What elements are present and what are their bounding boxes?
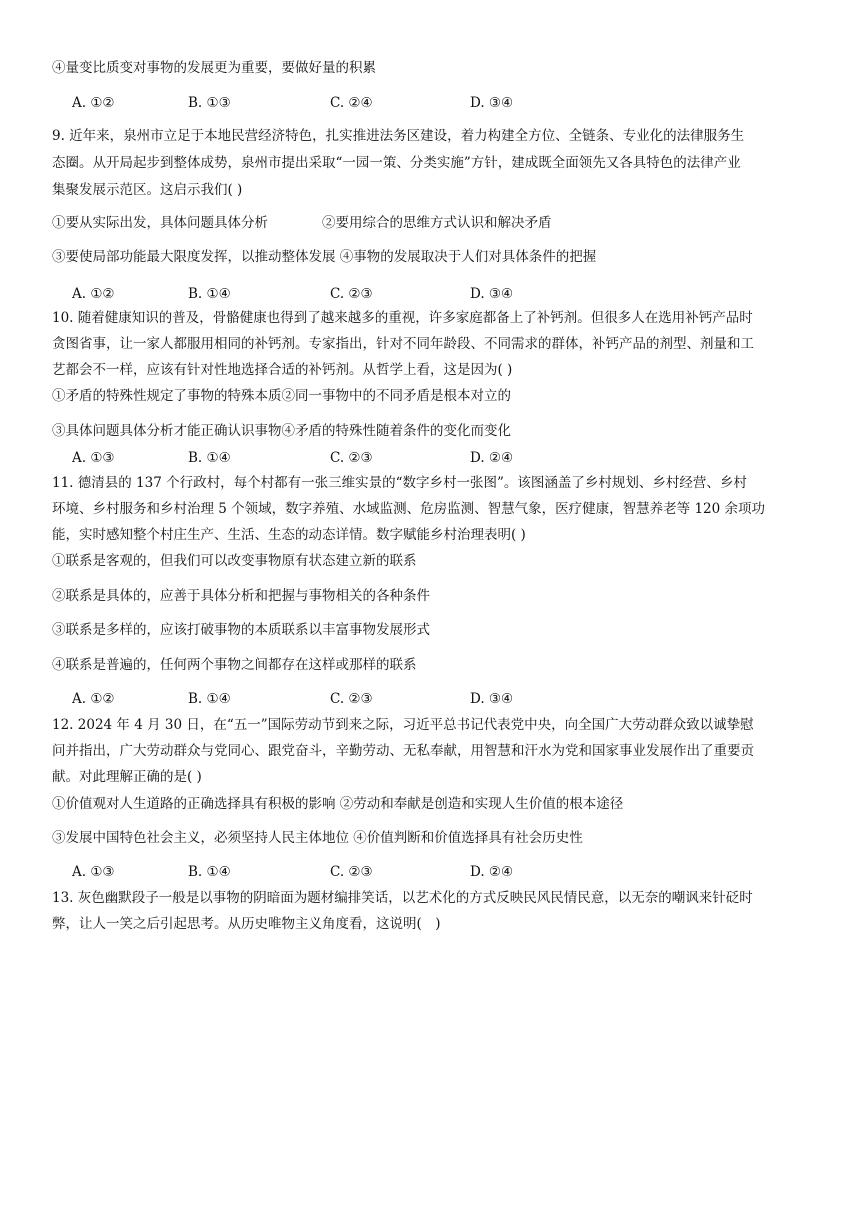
q9-stem-line-3: 集聚发展示范区。这启示我们( ) bbox=[52, 182, 243, 198]
option-d: D. ③④ bbox=[470, 286, 514, 302]
q9-stem-line-2: 态圈。从开局起步到整体成势，泉州市提出采取“一园一策、分类实施”方针，建成既全面领先又各具特色的法律产业 bbox=[52, 155, 741, 171]
prev-statement-4: ④量变比质变对事物的发展更为重要，要做好量的积累 bbox=[52, 60, 376, 76]
q12-stem-line-3: 献。对此理解正确的是( ) bbox=[52, 769, 202, 785]
option-c: C. ②③ bbox=[330, 286, 373, 302]
option-d: D. ③④ bbox=[470, 691, 514, 707]
q11-statement-2: ②联系是具体的，应善于具体分析和把握与事物相关的各种条件 bbox=[52, 588, 430, 604]
option-d: D. ③④ bbox=[470, 95, 514, 111]
option-c: C. ②④ bbox=[330, 95, 373, 111]
q12-stem-line-1: 12. 2024 年 4 月 30 日，在“五一”国际劳动节到来之际，习近平总书记代表党中央，向全国广大劳动群众致以诚挚慰 bbox=[52, 717, 754, 733]
q13-stem-line-1: 13. 灰色幽默段子一般是以事物的阴暗面为题材编排笑话，以艺术化的方式反映民风民情民意，以无奈的嘲讽来针砭时 bbox=[52, 890, 753, 906]
option-b: B. ①④ bbox=[188, 864, 231, 880]
option-a: A. ①② bbox=[72, 95, 115, 111]
q9-statements-3-4: ③要使局部功能最大限度发挥，以推动整体发展 ④事物的发展取决于人们对具体条件的把握 bbox=[52, 249, 597, 265]
q13-stem-line-2: 弊，让人一笑之后引起思考。从历史唯物主义角度看，这说明( ) bbox=[52, 916, 441, 932]
q9-statements-1-2: ①要从实际出发，具体问题具体分析 ②要用综合的思维方式认识和解决矛盾 bbox=[52, 215, 552, 231]
option-c: C. ②③ bbox=[330, 864, 373, 880]
option-d: D. ②④ bbox=[470, 450, 514, 466]
option-d: D. ②④ bbox=[470, 864, 514, 880]
q11-statement-4: ④联系是普遍的，任何两个事物之间都存在这样或那样的联系 bbox=[52, 657, 417, 673]
option-a: A. ①② bbox=[72, 691, 115, 707]
option-b: B. ①④ bbox=[188, 286, 231, 302]
option-c: C. ②③ bbox=[330, 450, 373, 466]
option-b: B. ①③ bbox=[188, 95, 231, 111]
q10-stem-line-3: 艺都会不一样，应该有针对性地选择合适的补钙剂。从哲学上看，这是因为( ) bbox=[52, 362, 513, 378]
q12-statements-1-2: ①价值观对人生道路的正确选择具有积极的影响 ②劳动和奉献是创造和实现人生价值的根本途径 bbox=[52, 796, 624, 812]
q11-statement-3: ③联系是多样的，应该打破事物的本质联系以丰富事物发展形式 bbox=[52, 622, 430, 638]
option-b: B. ①④ bbox=[188, 691, 231, 707]
option-b: B. ①④ bbox=[188, 450, 231, 466]
option-c: C. ②③ bbox=[330, 691, 373, 707]
q10-stem-line-2: 贪图省事，让一家人都服用相同的补钙剂。专家指出，针对不同年龄段、不同需求的群体，补钙产品的剂型、剂量和工 bbox=[52, 336, 754, 352]
q11-stem-line-1: 11. 德清县的 137 个行政村，每个村都有一张三维实景的“数字乡村一张图”。该图涵盖了乡村规划、乡村经营、乡村 bbox=[52, 475, 747, 491]
q11-stem-line-3: 能，实时感知整个村庄生产、生活、生态的动态详情。数字赋能乡村治理表明( ) bbox=[52, 527, 526, 543]
option-a: A. ①③ bbox=[72, 864, 115, 880]
q12-statements-3-4: ③发展中国特色社会主义，必须坚持人民主体地位 ④价值判断和价值选择具有社会历史性 bbox=[52, 830, 583, 846]
q10-stem-line-1: 10. 随着健康知识的普及，骨骼健康也得到了越来越多的重视，许多家庭都备上了补钙剂。但很多人在选用补钙产品时 bbox=[52, 310, 753, 326]
q11-statement-1: ①联系是客观的，但我们可以改变事物原有状态建立新的联系 bbox=[52, 553, 417, 569]
q9-stem-line-1: 9. 近年来，泉州市立足于本地民营经济特色，扎实推进法务区建设，着力构建全方位、全链条、专业化的法律服务生 bbox=[52, 128, 745, 144]
option-a: A. ①③ bbox=[72, 450, 115, 466]
q10-statements-1-2: ①矛盾的特殊性规定了事物的特殊本质②同一事物中的不同矛盾是根本对立的 bbox=[52, 388, 511, 404]
q10-statements-3-4: ③具体问题具体分析才能正确认识事物④矛盾的特殊性随着条件的变化而变化 bbox=[52, 423, 511, 439]
q11-stem-line-2: 环境、乡村服务和乡村治理 5 个领域，数字养殖、水域监测、危房监测、智慧气象，医疗健康，智慧养老等 120 余项功 bbox=[52, 501, 766, 517]
q12-stem-line-2: 问并指出，广大劳动群众与党同心、跟党奋斗，辛勤劳动、无私奉献，用智慧和汗水为党和国家事业发展作出了重要贡 bbox=[52, 743, 754, 759]
option-a: A. ①② bbox=[72, 286, 115, 302]
